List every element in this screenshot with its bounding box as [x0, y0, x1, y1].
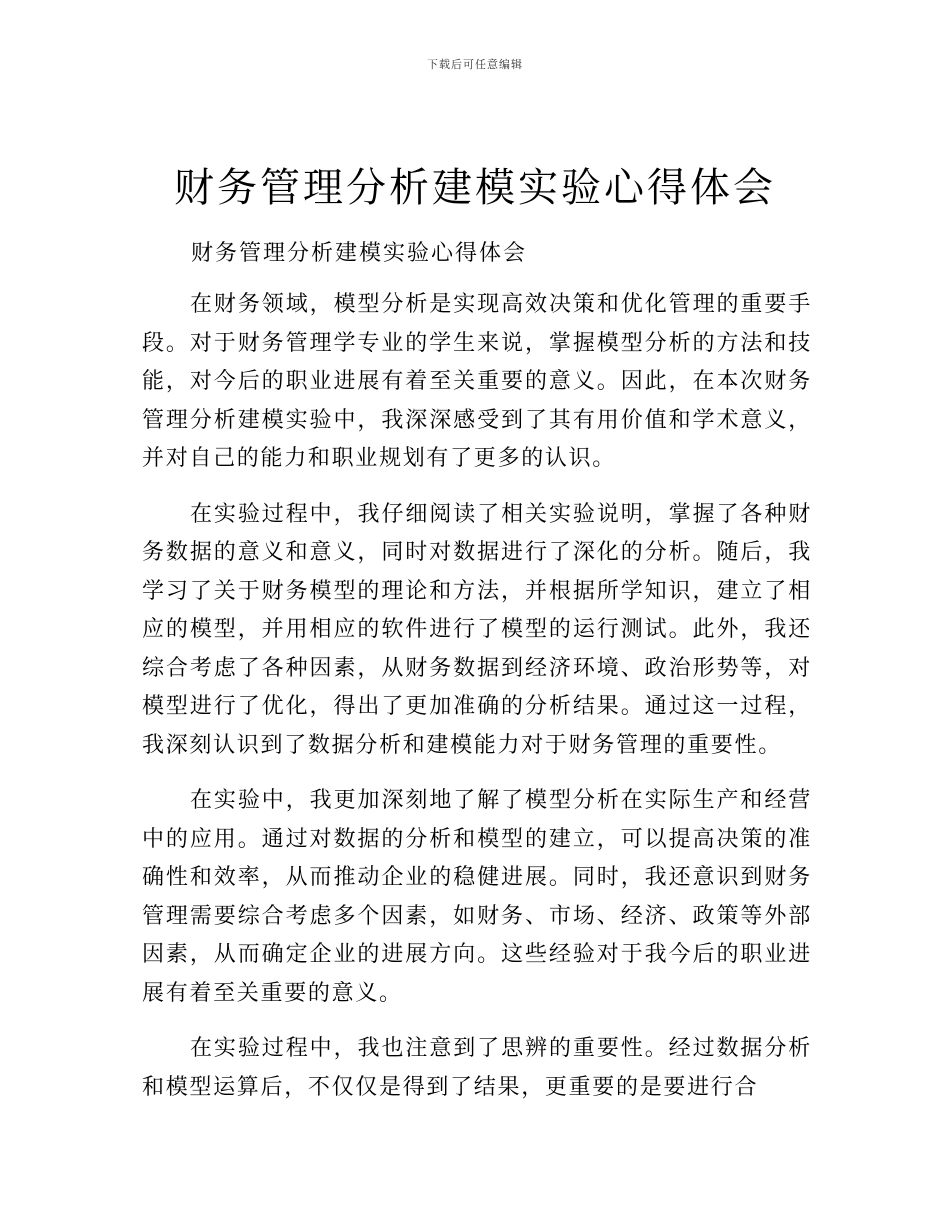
- paragraph-4: 在实验过程中，我也注意到了思辨的重要性。经过数据分析和模型运算后，不仅仅是得到了结果，更重要的是要进行合: [142, 1036, 812, 1100]
- paragraph-2: 在实验过程中，我仔细阅读了相关实验说明，掌握了各种财务数据的意义和意义，同时对数据进行了深化的分析。随后，我学习了关于财务模型的理论和方法，并根据所学知识，建立了相应的模型，并用相应的软件进行了模型的运行测试。此外，我还综合考虑了各种因素，从财务数据到经济环境、政治形势等，对模型进行了优化，得出了更加准确的分析结果。通过这一过程，我深刻认识到了数据分析和建模能力对于财务管理的重要性。: [142, 501, 812, 758]
- paragraph-3: 在实验中，我更加深刻地了解了模型分析在实际生产和经营中的应用。通过对数据的分析和模型的建立，可以提高决策的准确性和效率，从而推动企业的稳健进展。同时，我还意识到财务管理需要综合考虑多个因素，如财务、市场、经济、政策等外部因素，从而确定企业的进展方向。这些经验对于我今后的职业进展有着至关重要的意义。: [142, 788, 812, 1006]
- document-title: 财务管理分析建模实验心得体会: [174, 165, 776, 211]
- header-note: 下载后可任意编辑: [427, 58, 523, 71]
- paragraph-1: 在财务领域，模型分析是实现高效决策和优化管理的重要手段。对于财务管理学专业的学生来说，掌握模型分析的方法和技能，对今后的职业进展有着至关重要的意义。因此，在本次财务管理分析建模实验中，我深深感受到了其有用价值和学术意义，并对自己的能力和职业规划有了更多的认识。: [142, 292, 812, 471]
- document-body: [142, 286, 812, 1124]
- document-subtitle: 财务管理分析建模实验心得体会: [191, 241, 528, 266]
